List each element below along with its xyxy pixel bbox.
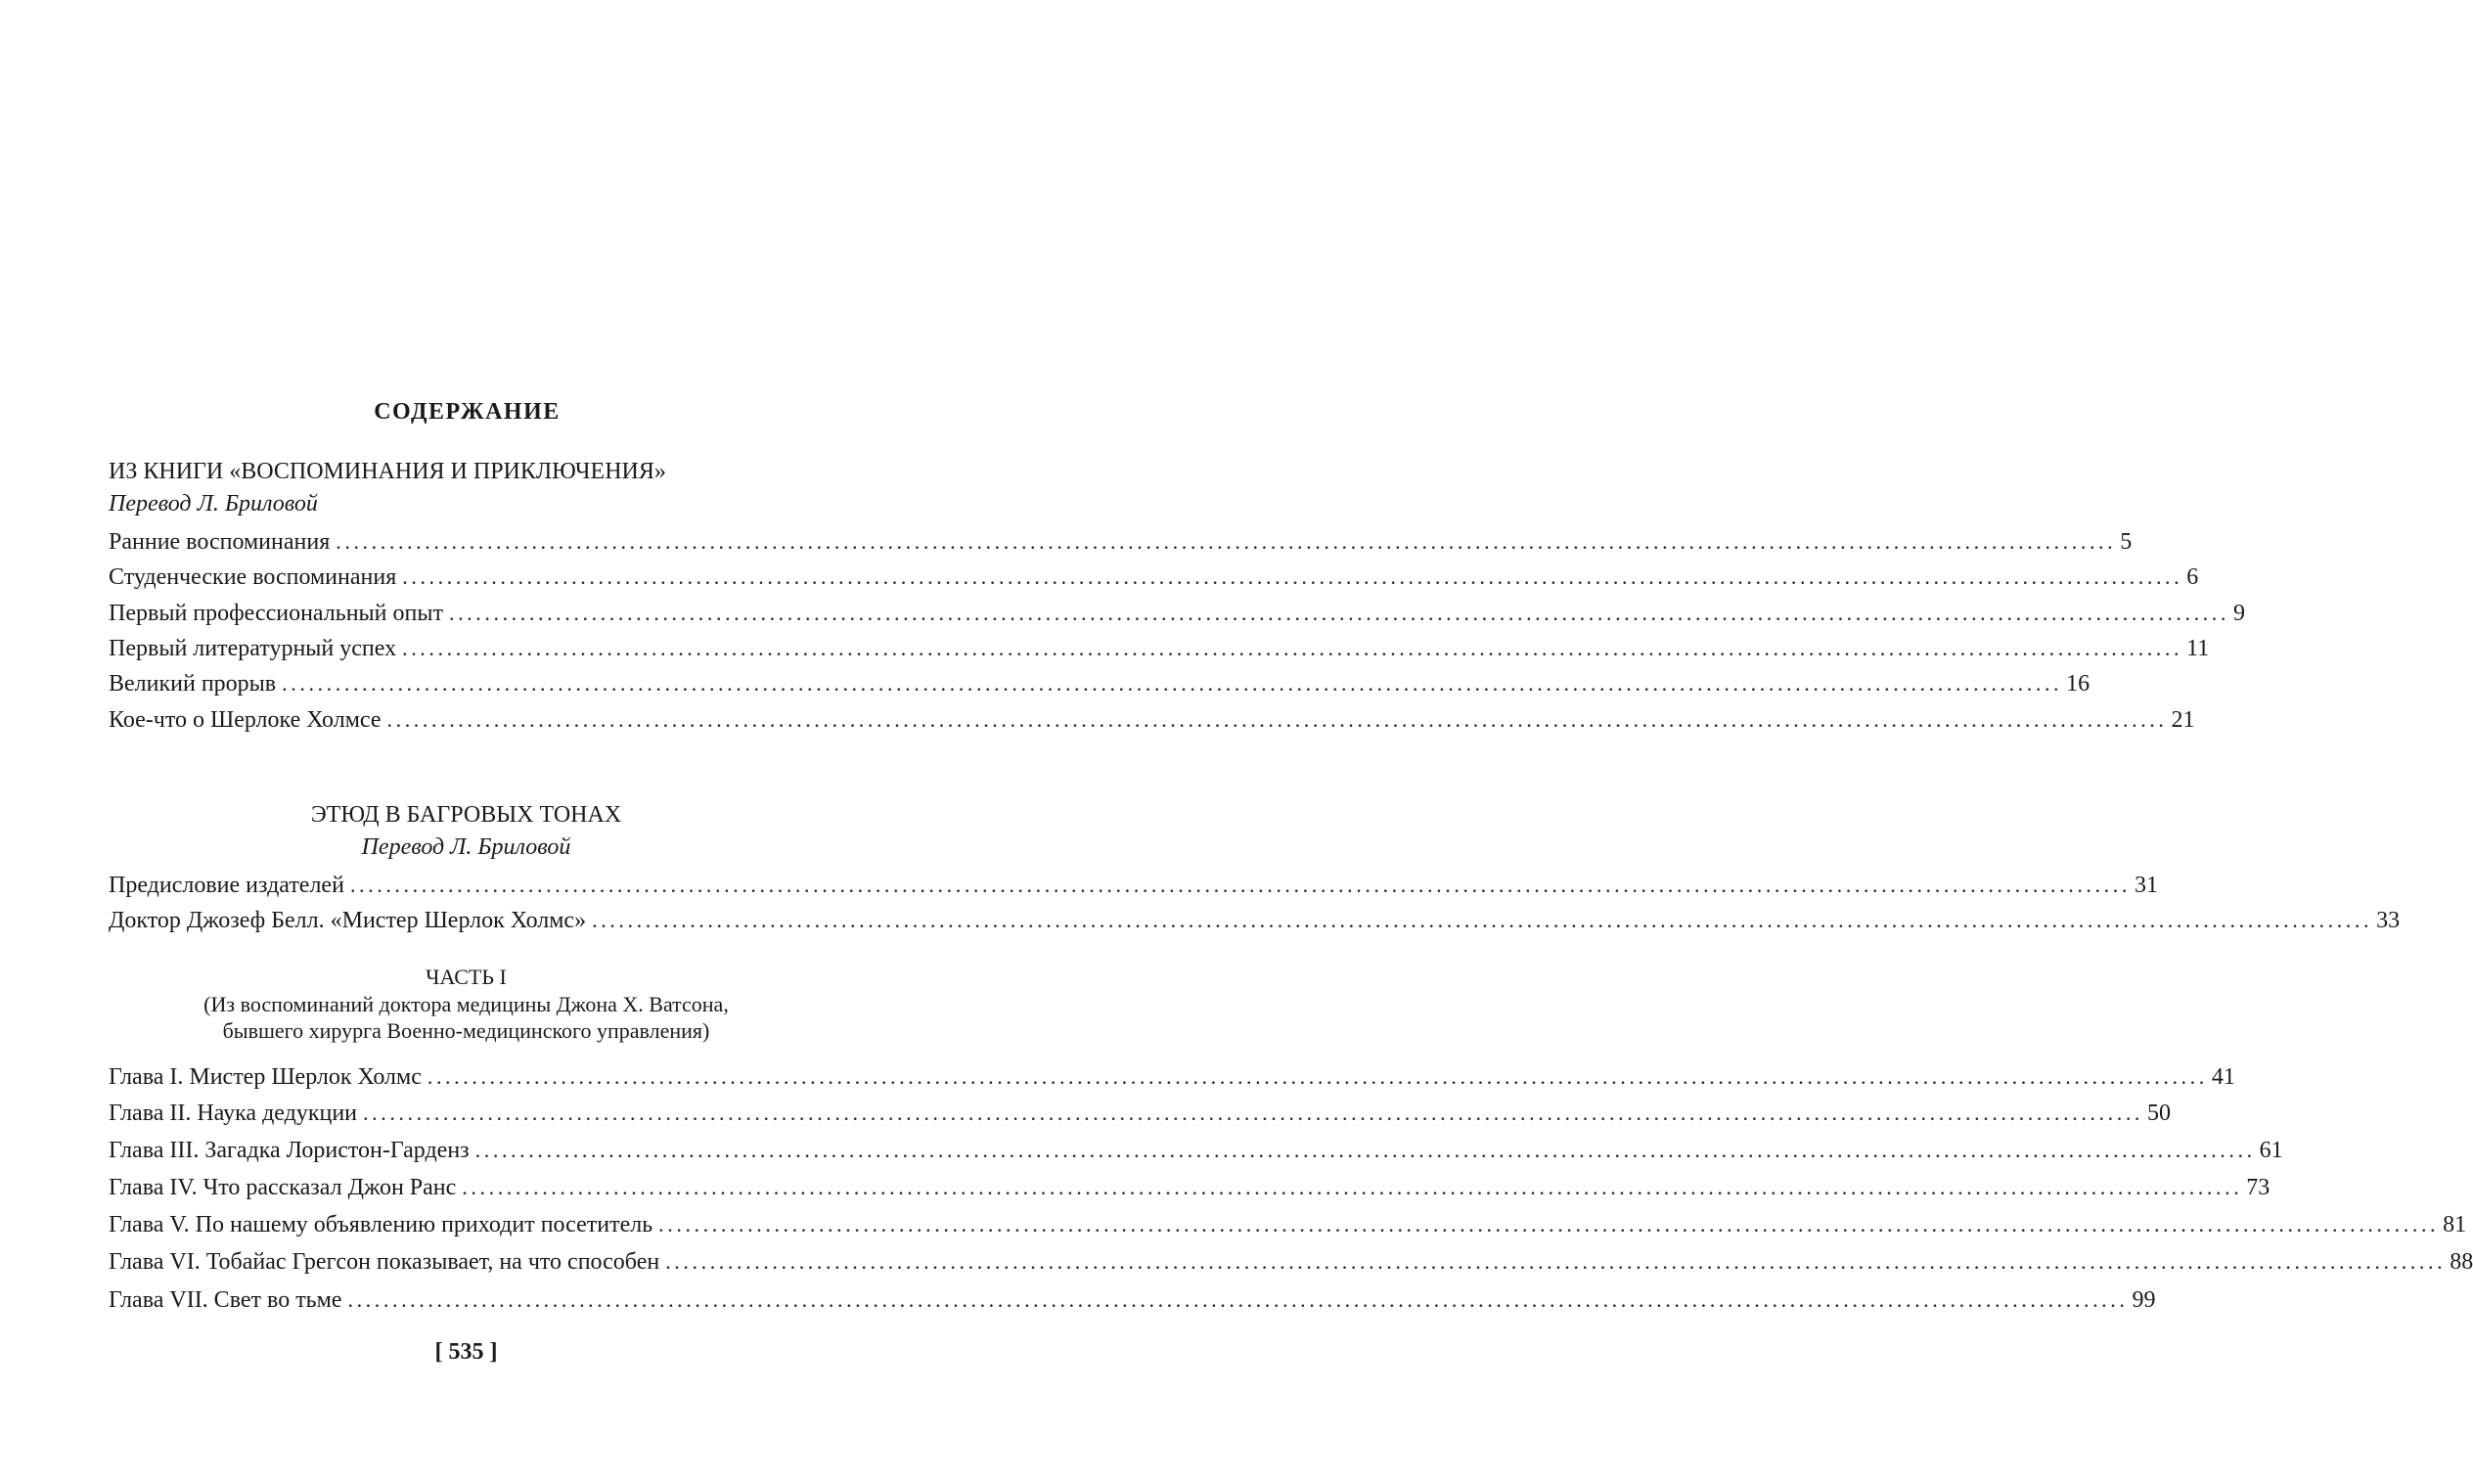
leader-dots: ........................................................................................................................................................................................................ xyxy=(363,1101,2144,1125)
leader-dots: ........................................................................................................................................................................................................ xyxy=(462,1175,2243,1199)
entry-page: 50 xyxy=(2147,1101,2172,1126)
entry-label: Глава VII. Свет во тьме xyxy=(109,1287,342,1313)
section1-heading: ИЗ КНИГИ «ВОСПОМИНАНИЯ И ПРИКЛЮЧЕНИЯ» xyxy=(109,459,666,484)
entry-label: Доктор Джозеф Белл. «Мистер Шерлок Холмс» xyxy=(109,908,587,933)
entry-page: 11 xyxy=(2186,636,2210,661)
entry-page: 31 xyxy=(2134,873,2158,898)
chapter-entry xyxy=(109,1097,2172,1130)
leader-dots: ........................................................................................................................................................................................................ xyxy=(474,1138,2256,1162)
leader-dots: ........................................................................................................................................................................................................ xyxy=(402,564,2183,589)
chapter-entry xyxy=(109,1283,2156,1317)
entry-page: 6 xyxy=(2186,564,2199,590)
leader-dots: ........................................................................................................................................................................................................ xyxy=(336,529,2117,554)
entry-label: Глава II. Наука дедукции xyxy=(109,1101,358,1126)
section2-heading: ЭТЮД В БАГРОВЫХ ТОНАХ xyxy=(310,802,622,828)
section2-translator: Перевод Л. Бриловой xyxy=(361,834,571,860)
page-number: [ 535 ] xyxy=(434,1339,498,1365)
entry-page: 41 xyxy=(2211,1064,2235,1090)
toc-entry xyxy=(109,904,2401,937)
entry-label: Глава VI. Тобайас Грегсон показывает, на что способен xyxy=(109,1249,660,1275)
entry-label: Глава IV. Что рассказал Джон Ранс xyxy=(109,1175,457,1200)
entry-page: 33 xyxy=(2376,908,2401,933)
entry-label: Ранние воспоминания xyxy=(109,529,331,555)
part-subtitle-line1: (Из воспоминаний доктора медицины Джона Х. Ватсона, xyxy=(203,992,729,1016)
entry-page: 73 xyxy=(2246,1175,2271,1200)
leader-dots: ........................................................................................................................................................................................................ xyxy=(448,601,2229,625)
toc-title: СОДЕРЖАНИЕ xyxy=(374,399,561,425)
entry-page: 61 xyxy=(2259,1138,2283,1163)
entry-label: Первый литературный успех xyxy=(109,636,397,661)
leader-dots: ........................................................................................................................................................................................................ xyxy=(665,1249,2447,1274)
leader-dots: ........................................................................................................................................................................................................ xyxy=(658,1212,2440,1237)
leader-dots: ........................................................................................................................................................................................................ xyxy=(349,873,2131,897)
entry-label: Глава I. Мистер Шерлок Холмс xyxy=(109,1064,422,1090)
entry-page: 88 xyxy=(2450,1249,2473,1275)
part-subtitle-line2: бывшего хирурга Военно-медицинского управления) xyxy=(222,1018,710,1043)
toc-entry xyxy=(109,703,2195,737)
entry-label: Великий прорыв xyxy=(109,671,277,697)
entry-page: 81 xyxy=(2443,1212,2467,1237)
leader-dots: ........................................................................................................................................................................................................ xyxy=(592,908,2373,932)
leader-dots: ........................................................................................................................................................................................................ xyxy=(386,707,2168,732)
toc-entry xyxy=(109,525,2133,559)
chapter-entry xyxy=(109,1134,2283,1167)
entry-label: Глава III. Загадка Лористон-Гарденз xyxy=(109,1138,470,1163)
entry-page: 9 xyxy=(2232,601,2245,626)
part-title: ЧАСТЬ I xyxy=(426,965,507,989)
entry-label: Предисловие издателей xyxy=(109,873,344,898)
entry-page: 5 xyxy=(2120,529,2133,555)
entry-label: Первый профессиональный опыт xyxy=(109,601,443,626)
chapter-entry xyxy=(109,1171,2271,1204)
entry-page: 99 xyxy=(2132,1287,2156,1313)
entry-page: 16 xyxy=(2066,671,2091,697)
leader-dots: ........................................................................................................................................................................................................ xyxy=(427,1064,2208,1089)
entry-page: 21 xyxy=(2171,707,2195,733)
entry-label: Кое-что о Шерлоке Холмсе xyxy=(109,707,382,733)
entry-label: Глава V. По нашему объявлению приходит посетитель xyxy=(109,1212,653,1237)
leader-dots: ........................................................................................................................................................................................................ xyxy=(402,636,2183,660)
chapter-entry xyxy=(109,1060,2235,1094)
toc-entry xyxy=(109,869,2158,902)
toc-entry xyxy=(109,632,2210,665)
toc-entry xyxy=(109,561,2199,594)
chapter-entry xyxy=(109,1208,2467,1241)
toc-entry xyxy=(109,597,2245,630)
toc-entry xyxy=(109,667,2091,700)
section1-translator: Перевод Л. Бриловой xyxy=(109,491,318,517)
leader-dots: ........................................................................................................................................................................................................ xyxy=(282,671,2063,696)
entry-label: Студенческие воспоминания xyxy=(109,564,397,590)
chapter-entry xyxy=(109,1245,2473,1279)
leader-dots: ........................................................................................................................................................................................................ xyxy=(347,1287,2129,1312)
